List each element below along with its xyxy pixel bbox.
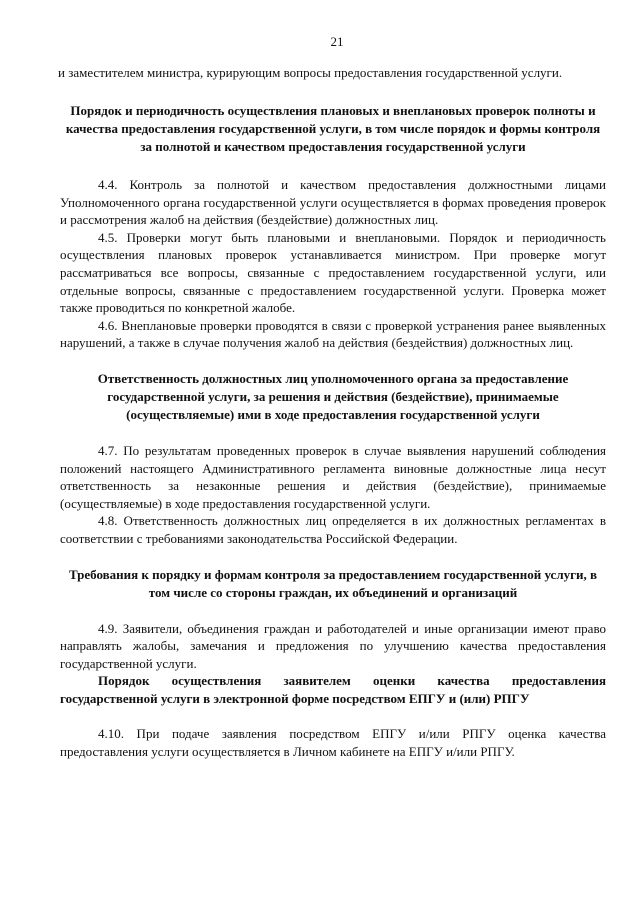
- section-heading: Требования к порядку и формам контроля за предоставлением государственной услуги, в том числе со стороны граждан, их объединений и организаций: [68, 566, 598, 600]
- paragraph: 4.5. Проверки могут быть плановыми и внеплановыми. Порядок и периодичность осуществления плановых проверок устанавливается министром. При проверке могут рассматриваться все вопросы, связанные с предоставлением государственной услуги, или отдельные вопросы, связанные с предоставлением государственной услуги. Проверка может также проводиться по конкретной жалобе.: [60, 229, 606, 316]
- bold-paragraph-heading: Порядок осуществления заявителем оценки качества предоставления государственной услуги в электронной форме посредством ЕПГУ и (или) РПГУ: [60, 673, 606, 706]
- paragraph: 4.8. Ответственность должностных лиц определяется в их должностных регламентах в соответствии с требованиями законодательства Российской Федерации.: [60, 513, 606, 546]
- page-number: 21: [330, 34, 344, 49]
- section-heading: Ответственность должностных лиц уполномоченного органа за предоставление государственной услуги, за решения и действия (бездействие), принимаемые (осуществляемые) ими в ходе предоставления государственной услуги: [97, 370, 569, 422]
- paragraph: 4.9. Заявители, объединения граждан и работодателей и иные организации имеют право направлять жалобы, замечания и предложения по улучшению качества предоставления государственной услуги.: [60, 620, 606, 671]
- paragraph: 4.10. При подаче заявления посредством ЕПГУ и/или РПГУ оценка качества предоставления услуги осуществляется в Личном кабинете на ЕПГУ и/или РПГУ.: [60, 726, 606, 760]
- paragraph: 4.7. По результатам проведенных проверок в случае выявления нарушений соблюдения положений настоящего Административного регламента виновные должностные лица несут ответственность за незаконные решения и действия (бездействие), принимаемые (осуществляемые) в ходе предоставления государственной услуги.: [60, 442, 606, 511]
- section-responsibility: [60, 370, 606, 548]
- continuation-text: и заместителем министра, курирующим вопросы предоставления государственной услуги.: [58, 65, 563, 80]
- section-control-requirements: [60, 566, 606, 761]
- section-inspections: [60, 102, 606, 352]
- paragraph: 4.4. Контроль за полнотой и качеством предоставления должностными лицами Уполномоченного органа государственной услуги осуществляется в формах проведения проверок и рассмотрения жалоб на действия (бездействие) должностных лиц.: [60, 177, 606, 228]
- paragraph: 4.6. Внеплановые проверки проводятся в связи с проверкой устранения ранее выявленных нарушений, а также в случае получения жалоб на действия (бездействия) должностных лиц.: [60, 317, 606, 351]
- section-heading: Порядок и периодичность осуществления плановых и внеплановых проверок полноты и качества предоставления государственной услуги, в том числе порядок и формы контроля за полнотой и качеством предоставления государственной услуги: [65, 103, 601, 154]
